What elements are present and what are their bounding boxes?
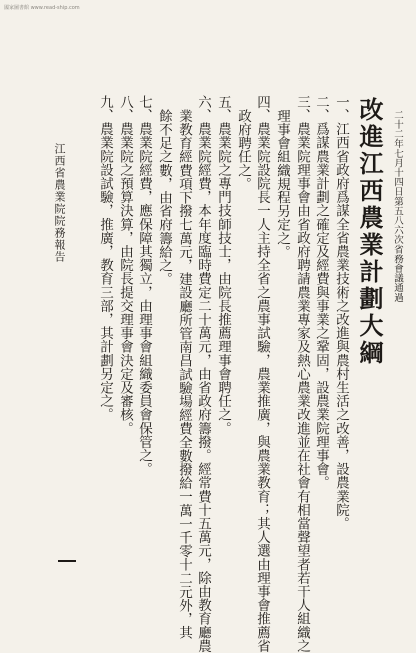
article-5: 五、農業院之專門技師技士，由院長推薦理事會聘任之。 xyxy=(215,95,231,435)
page-number-mark xyxy=(58,560,76,562)
article-4-cont: 政府聘任之。 xyxy=(235,109,251,191)
article-6-cont-2: 餘不足之數，由省府籌給之。 xyxy=(156,109,172,286)
article-8: 八、農業院之預算決算，由院長提交理事會決定及審核。 xyxy=(117,95,133,435)
article-2: 二、爲謀農業計劃之確定及經費與事業之鞏固，設農業院理事會。 xyxy=(313,95,329,490)
article-1: 一、江西省政府爲謀全省農業技術之改進與農村生活之改善，設農業院。 xyxy=(333,95,349,531)
article-6-cont: 業教育經費項下撥七萬元，建設廳所管南昌試驗場經費全數撥給一萬一千零十二元外，其 xyxy=(176,109,192,640)
publication-name: 江西省農業院院務報告 xyxy=(53,143,66,263)
watermark-text: 國家圖書館 www.read-ship.com xyxy=(4,5,80,11)
article-3-cont: 理事會組織規程另定之。 xyxy=(274,109,290,259)
article-6: 六、農業院經費，本年度臨時費定二十萬元，由省政府籌撥。經常費十五萬元，除由教育廳農 xyxy=(195,95,211,653)
page-title: 改進江西農業計劃大綱 xyxy=(355,97,384,367)
article-9: 九、農業院設試驗，推廣，教育三部，其計劃另定之。 xyxy=(97,95,113,422)
article-3: 三、農業院理事會由省政府聘請農業專家及熱心農業改進並在社會有相當聲望者若干人組織之 xyxy=(294,95,310,653)
article-7: 七、農業院經費，應保障其獨立，由理事會組織委員會保管之。 xyxy=(136,95,152,476)
approval-note: 二十二年七月十四日第五八六次省務會議通過 xyxy=(392,110,403,302)
article-4: 四、農業院設院長一人主持全省之農事試驗，農業推廣，與農業教育；其人選由理事會推薦省 xyxy=(254,95,270,653)
